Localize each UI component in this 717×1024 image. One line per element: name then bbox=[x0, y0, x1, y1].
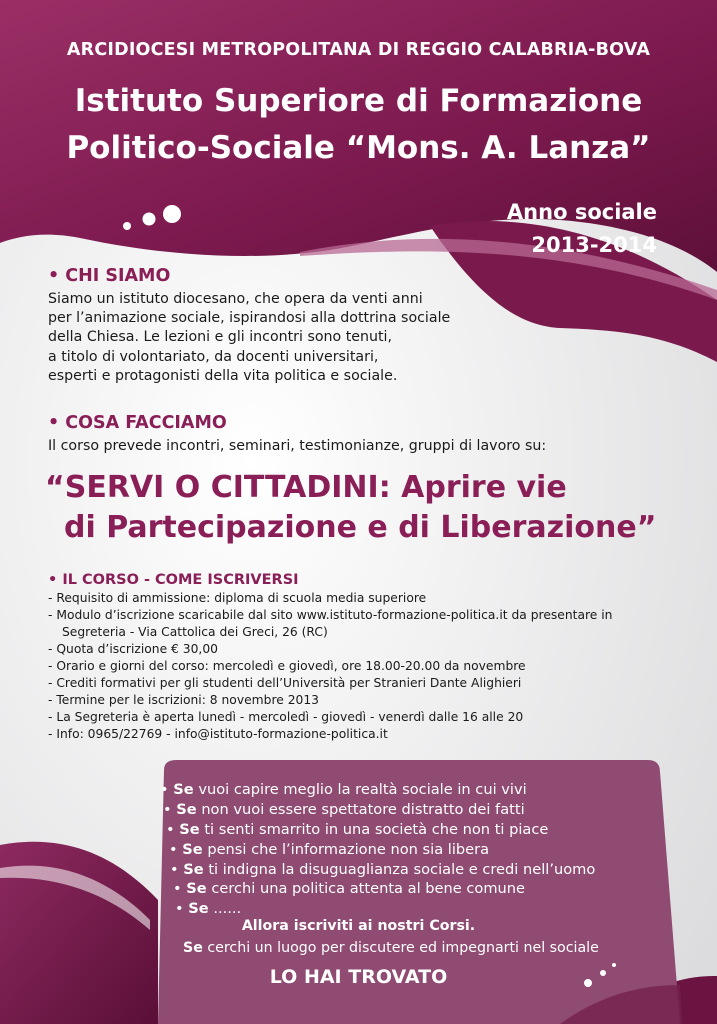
se-line bbox=[169, 841, 489, 858]
se-line bbox=[166, 821, 548, 838]
se-line bbox=[175, 900, 241, 917]
chi-siamo-line: della Chiesa. Le lezioni e gli incontri sono tenuti, bbox=[48, 329, 393, 346]
se-line-text: ti indigna la disuguaglianza sociale e credi nell’uomo bbox=[208, 861, 596, 878]
allora-text: Allora iscriviti ai nostri Corsi. bbox=[241, 918, 476, 934]
diocese-title: ARCIDIOCESI METROPOLITANA DI REGGIO CALABRIA-BOVA bbox=[66, 40, 651, 60]
chi-siamo-heading: • CHI SIAMO bbox=[48, 266, 171, 286]
bullet: • bbox=[169, 841, 178, 858]
anno-sociale-label: Anno sociale bbox=[506, 200, 657, 224]
se-line bbox=[170, 861, 595, 878]
course-title-line1: “SERVI O CITTADINI: Aprire vie bbox=[45, 470, 567, 505]
se-keyword: Se bbox=[173, 781, 194, 798]
se-keyword: Se bbox=[176, 801, 197, 818]
list-item: - Orario e giorni del corso: mercoledì e giovedì, ore 18.00-20.00 da novembre bbox=[48, 659, 526, 673]
se-line-text: cerchi una politica attenta al bene comune bbox=[211, 880, 526, 897]
se-line-text: ...... bbox=[213, 900, 242, 917]
list-item-continuation: Segreteria - Via Cattolica dei Greci, 26 (RC) bbox=[62, 625, 328, 639]
se-keyword: Se bbox=[186, 880, 207, 897]
se-line bbox=[173, 880, 525, 897]
list-item: - La Segreteria è aperta lunedì - mercoledì - giovedì - venerdì dalle 16 alle 20 bbox=[48, 710, 524, 724]
bullet: • bbox=[163, 801, 172, 818]
list-item: - Requisito di ammissione: diploma di scuola media superiore bbox=[48, 591, 427, 605]
se-keyword: Se bbox=[182, 841, 203, 858]
list-item: - Quota d’iscrizione € 30,00 bbox=[48, 642, 218, 656]
se-keyword: Se bbox=[183, 861, 204, 878]
se-line bbox=[160, 781, 527, 798]
list-item bbox=[48, 607, 668, 641]
chi-siamo-line: a titolo di volontariato, da docenti universitari, bbox=[48, 348, 379, 365]
corso-heading: • IL CORSO - COME ISCRIVERSI bbox=[48, 572, 299, 588]
se-line-text: non vuoi essere spettatore distratto dei fatti bbox=[201, 801, 525, 818]
list-item-text: - Modulo d’iscrizione scaricabile dal sito www.istituto-formazione-politica.it da presentare in bbox=[48, 608, 613, 622]
list-item: - Termine per le iscrizioni: 8 novembre 2013 bbox=[48, 693, 320, 707]
bullet: • bbox=[160, 781, 169, 798]
course-title-line2: di Partecipazione e di Liberazione” bbox=[64, 510, 657, 545]
se-line-text: ti senti smarrito in una società che non ti piace bbox=[204, 821, 549, 838]
chi-siamo-text bbox=[48, 290, 508, 386]
cosa-facciamo-text: Il corso prevede incontri, seminari, testimonianze, gruppi di lavoro su: bbox=[48, 438, 547, 454]
se-line-text: vuoi capire meglio la realtà sociale in cui vivi bbox=[198, 781, 527, 798]
chi-siamo-line: Siamo un istituto diocesano, che opera da venti anni bbox=[48, 291, 423, 307]
se-line-text: pensi che l’informazione non sia libera bbox=[207, 841, 490, 858]
list-item: - Crediti formativi per gli studenti dell’Università per Stranieri Dante Alighieri bbox=[48, 676, 522, 690]
se-line bbox=[163, 801, 525, 818]
chi-siamo-line: esperti e protagonisti della vita politica e sociale. bbox=[48, 367, 398, 384]
bullet: • bbox=[166, 821, 175, 838]
cerchi-line bbox=[183, 940, 599, 956]
cosa-facciamo-heading: • COSA FACCIAMO bbox=[48, 413, 227, 433]
list-item: - Info: 0965/22769 - info@istituto-formazione-politica.it bbox=[48, 727, 388, 741]
corso-info-list bbox=[48, 590, 668, 743]
anno-sociale-years: 2013-2014 bbox=[531, 233, 657, 257]
se-keyword: Se bbox=[183, 940, 203, 956]
bullet: • bbox=[173, 880, 182, 897]
institute-name-line1: Istituto Superiore di Formazione bbox=[74, 83, 643, 119]
se-keyword: Se bbox=[179, 821, 200, 838]
bullet: • bbox=[175, 900, 184, 917]
chi-siamo-line: per l’animazione sociale, ispirandosi alla dottrina sociale bbox=[48, 310, 451, 327]
se-keyword: Se bbox=[188, 900, 209, 917]
closing-text: LO HAI TROVATO bbox=[269, 966, 448, 988]
bullet: • bbox=[170, 861, 179, 878]
cerchi-text: cerchi un luogo per discutere ed impegnarti nel sociale bbox=[207, 940, 599, 956]
institute-name-line2: Politico-Sociale “Mons. A. Lanza” bbox=[66, 130, 651, 166]
